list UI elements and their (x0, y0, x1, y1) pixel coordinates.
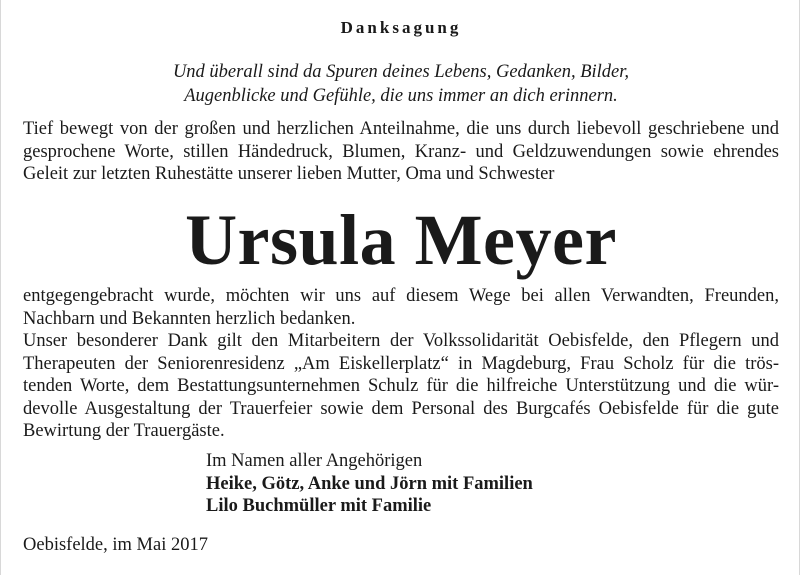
memorial-verse (1, 60, 800, 108)
signature-block (206, 450, 533, 518)
signature-family: Lilo Buchmüller mit Familie (206, 496, 432, 516)
text-line: Nachbarn und Bekannten herzlich bedanken. (23, 308, 356, 329)
text-line: Bewirtung der Trauergäste. (23, 421, 225, 441)
text-line: gesprochene Worte, stillen Händedruck, Blumen, Kranz- und Geldzuwendungen sowie ehrendes (23, 141, 779, 162)
signature-intro: Im Namen aller Angehörigen (206, 451, 423, 471)
verse-line: Und überall sind da Spuren deines Lebens, Gedanken, Bilder, (172, 62, 630, 82)
signature-family: Heike, Götz, Anke und Jörn mit Familien (206, 473, 533, 494)
text-line: Tief bewegt von der großen und herzlichen Anteilnahme, die uns durch liebevoll geschriebene und (23, 119, 779, 139)
text-line: Geleit zur letzten Ruhestätte unserer lieben Mutter, Oma und Schwester (23, 164, 555, 184)
text-line: Unser besonderer Dank gilt den Mitarbeitern der Volkssolidarität Oebisfelde, den Pflegern und (23, 331, 779, 351)
deceased-name: Ursula Meyer (185, 200, 617, 280)
place-and-date: Oebisfelde, im Mai 2017 (23, 535, 208, 555)
intro-paragraph (23, 118, 779, 186)
special-thanks-paragraph (23, 330, 779, 443)
notice-heading: Danksagung (340, 18, 462, 37)
text-line: tenden Worte, dem Bestattungsunternehmen Schulz für die hilfreiche Unterstützung und die wür- (23, 376, 779, 396)
text-line: devolle Ausgestaltung der Trauerfeier sowie dem Personal des Burgcafés Oebisfelde für die gute (23, 398, 779, 419)
general-thanks-paragraph (23, 285, 779, 330)
text-line: entgegengebracht wurde, möchten wir uns auf diesem Wege bei allen Verwandten, Freunden, (23, 286, 779, 306)
verse-line: Augenblicke und Gefühle, die uns immer an dich erinnern. (184, 86, 618, 106)
text-line: Therapeuten der Seniorenresidenz „Am Eiskellerplatz“ in Magdeburg, Frau Scholz für die trös- (23, 353, 779, 374)
